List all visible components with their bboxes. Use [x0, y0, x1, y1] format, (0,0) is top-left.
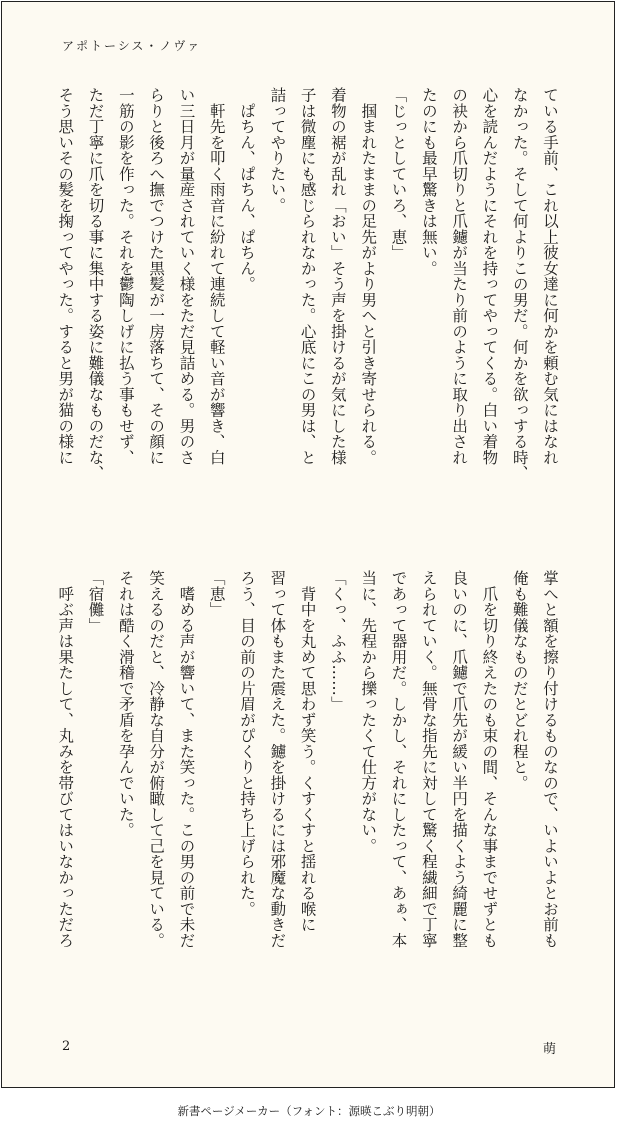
text-line: 「恵」	[207, 570, 226, 618]
running-header-title: アポトーシス・ノヴァ	[62, 39, 202, 53]
text-line: ている手前、これ以上彼女達に何かを頼む気にはなれ	[541, 87, 559, 465]
text-line: の袂から爪切りと爪鑢が当たり前のように取り出され	[450, 87, 469, 465]
text-line: 笑えるのだと、冷静な自分が俯瞰して己を見ている。	[147, 570, 166, 948]
body-text-top-block	[56, 87, 565, 557]
text-line: 背中を丸めて思わず笑う。くすくすと揺れる喉に	[298, 570, 317, 933]
text-line: 爪を切り終えたのも束の間、そんな事までせずとも	[480, 570, 499, 948]
text-line: 習って体もまた震えた。鑢を掛けるには邪魔な動きだ	[268, 570, 287, 948]
body-text-bottom-block	[56, 570, 565, 1040]
text-line: ろう、目の前の片眉がぴくりと持ち上げられた。	[238, 570, 257, 917]
text-line: 掌へと額を擦り付けるものなので、いよいよとお前も	[541, 570, 559, 948]
text-line: 呼ぶ声は果たして、丸みを帯びてはいなかっただろ	[56, 570, 75, 948]
text-line: そう思いその髪を掬ってやった。すると男が猫の様に	[56, 87, 75, 465]
text-line: たのにも最早驚きは無い。	[419, 87, 438, 276]
text-line: なかった。そして何よりこの男だ。何かを欲っする時、	[510, 87, 529, 481]
page-number: 2	[62, 1039, 71, 1054]
text-line: 子は微塵にも感じられなかった。心底にこの男は、と	[298, 87, 317, 465]
text-line: 着物の裾が乱れ「おい」そう声を掛けるが気にした様	[328, 87, 347, 465]
author-name: 萌	[543, 1042, 557, 1057]
text-line: 詰ってやりたい。	[268, 87, 287, 213]
text-line: い三日月が量産されていく様をただ見詰める。男のさ	[177, 87, 196, 465]
text-line: らりと後ろへ撫でつけた黒髪が一房落ちて、その顔に	[147, 87, 166, 465]
text-line: 俺も難儀なものだとどれ程と。	[510, 570, 529, 791]
text-line: 心を読んだようにそれを持ってやってくる。白い着物	[480, 87, 499, 465]
text-line: ぱちん、ぱちん、ぱちん。	[238, 87, 257, 292]
text-line: 嗜める声が響いて、また笑った。この男の前で未だ	[177, 570, 196, 948]
text-line: 「宿儺」	[86, 570, 105, 633]
book-page	[1, 1, 615, 1088]
text-line: 「じっとしていろ、恵」	[389, 87, 408, 261]
text-line: ただ丁寧に爪を切る事に集中する姿に難儀なものだな、	[86, 87, 105, 481]
footer-credit: 新書ページメーカー（フォント：源暎こぶり明朝）	[177, 1104, 441, 1118]
text-line: えられていく。無骨な指先に対して驚く程繊細で丁寧	[419, 570, 438, 948]
text-line: 一筋の影を作った。それを鬱陶しげに払う事もせず、	[116, 87, 135, 465]
text-line: 当に、先程から擽ったくて仕方がない。	[359, 570, 378, 854]
text-line: 掴まれたままの足先がより男へと引き寄せられる。	[359, 87, 378, 465]
text-line: であって器用だ。しかし、それにしたって、あぁ、本	[389, 570, 408, 948]
text-line: 良いのに、爪鑢で爪先が緩い半円を描くよう綺麗に整	[450, 570, 469, 948]
text-line: 「くっ、ふふ……」	[328, 570, 347, 712]
text-line: それは酷く滑稽で矛盾を孕んでいた。	[116, 570, 135, 838]
text-line: 軒先を叩く雨音に紛れて連続して軽い音が響き、白	[207, 87, 226, 465]
